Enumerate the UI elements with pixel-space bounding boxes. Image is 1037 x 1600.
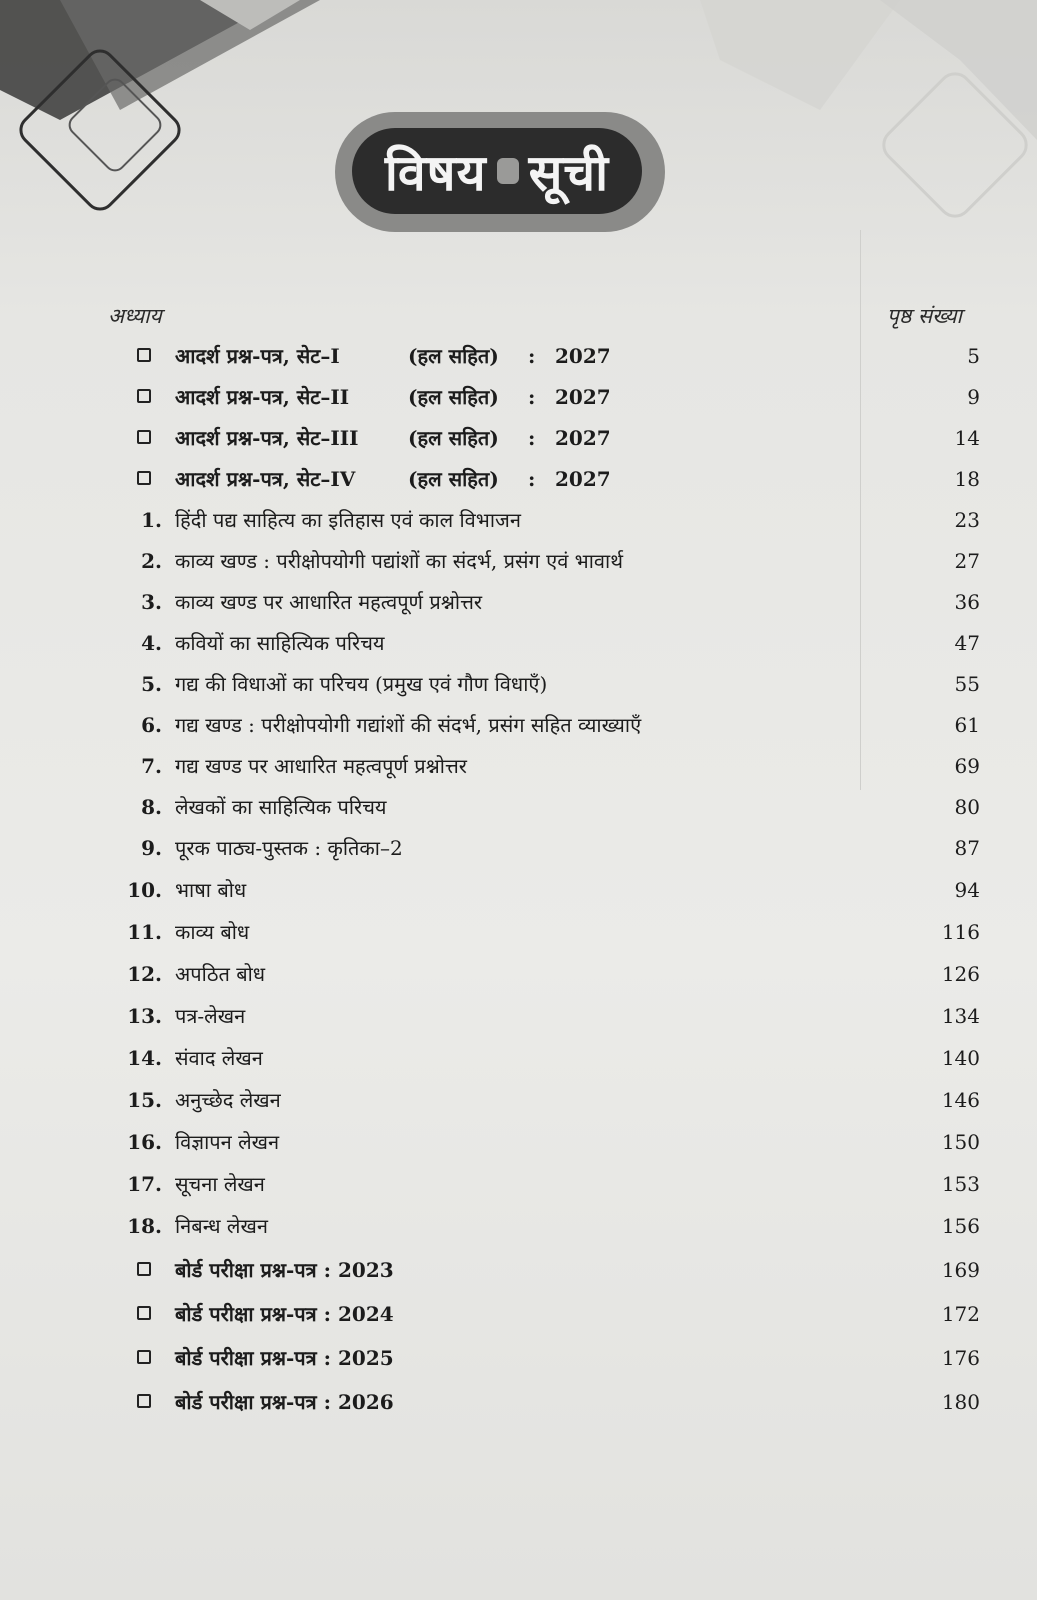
page-number: 176 — [941, 1346, 980, 1370]
chapter-title: गद्य की विधाओं का परिचय (प्रमुख एवं गौण विधाएँ) — [175, 672, 548, 696]
chapter-title: काव्य खण्ड पर आधारित महत्वपूर्ण प्रश्नोत्तर — [175, 590, 483, 614]
toc-row-chapter — [110, 1206, 980, 1246]
model-set-label: आदर्श प्रश्न-पत्र, सेट–I — [175, 344, 340, 368]
toc-row-board-paper — [110, 1250, 980, 1290]
chapter-title: काव्य खण्ड : परीक्षोपयोगी पद्यांशों का संदर्भ, प्रसंग एवं भावार्थ — [175, 549, 623, 573]
chapter-title: हिंदी पद्य साहित्य का इतिहास एवं काल विभाजन — [175, 508, 521, 532]
checkbox-bullet-icon — [137, 1394, 151, 1408]
page-number: 55 — [954, 672, 980, 696]
toc-row-chapter — [110, 582, 980, 622]
chapter-number: 16. — [127, 1130, 162, 1154]
page-number: 27 — [954, 549, 980, 573]
chapter-number: 15. — [127, 1088, 162, 1112]
board-paper-title: बोर्ड परीक्षा प्रश्न-पत्र : 2024 — [175, 1302, 394, 1326]
page-number: 69 — [954, 754, 980, 778]
checkbox-bullet-icon — [137, 1262, 151, 1276]
toc-row-chapter — [110, 996, 980, 1036]
toc-row-chapter — [110, 1164, 980, 1204]
toc-row-chapter — [110, 1038, 980, 1078]
model-set-year: 2027 — [555, 467, 611, 491]
chapter-number: 1. — [141, 508, 162, 532]
toc-row-chapter — [110, 912, 980, 952]
page-number: 14 — [954, 426, 980, 450]
toc-row-model-set — [110, 336, 980, 376]
model-set-note: (हल सहित) — [408, 467, 499, 491]
page-number: 146 — [941, 1088, 980, 1112]
page-number: 116 — [941, 920, 980, 944]
model-set-label: आदर्श प्रश्न-पत्र, सेट–II — [175, 385, 350, 409]
toc-row-chapter — [110, 828, 980, 868]
page-column-header: पृष्ठ संख्या — [886, 304, 962, 328]
title-word-2: सूची — [528, 144, 610, 202]
checkbox-bullet-icon — [137, 471, 151, 485]
chapter-number: 11. — [127, 920, 162, 944]
model-set-note: (हल सहित) — [408, 344, 499, 368]
toc-row-chapter — [110, 500, 980, 540]
chapter-title: भाषा बोध — [175, 878, 247, 902]
chapter-title: गद्य खण्ड पर आधारित महत्वपूर्ण प्रश्नोत्तर — [175, 754, 467, 778]
page-number: 80 — [954, 795, 980, 819]
model-set-colon: : — [528, 467, 536, 491]
page-number: 126 — [941, 962, 980, 986]
page-number: 18 — [954, 467, 980, 491]
chapter-title: संवाद लेखन — [175, 1046, 263, 1070]
checkbox-bullet-icon — [137, 430, 151, 444]
chapter-number: 14. — [127, 1046, 162, 1070]
model-set-label: आदर्श प्रश्न-पत्र, सेट–III — [175, 426, 359, 450]
page-number: 87 — [954, 836, 980, 860]
chapter-number: 8. — [141, 795, 162, 819]
toc-row-chapter — [110, 1122, 980, 1162]
page-number: 23 — [954, 508, 980, 532]
chapter-title: विज्ञापन लेखन — [175, 1130, 280, 1154]
chapter-title: कवियों का साहित्यिक परिचय — [175, 631, 385, 655]
chapter-number: 5. — [141, 672, 162, 696]
toc-row-chapter — [110, 1080, 980, 1120]
chapter-number: 4. — [141, 631, 162, 655]
toc-row-chapter — [110, 705, 980, 745]
chapter-title: लेखकों का साहित्यिक परिचय — [175, 795, 387, 819]
toc-row-chapter — [110, 664, 980, 704]
toc-row-board-paper — [110, 1294, 980, 1334]
page-number: 150 — [941, 1130, 980, 1154]
chapter-number: 7. — [141, 754, 162, 778]
model-set-year: 2027 — [555, 344, 611, 368]
page-title — [352, 128, 642, 214]
page-number: 153 — [941, 1172, 980, 1196]
chapter-title: सूचना लेखन — [175, 1172, 265, 1196]
model-set-colon: : — [528, 385, 536, 409]
chapter-title: काव्य बोध — [175, 920, 250, 944]
page-number: 9 — [967, 385, 980, 409]
page-number: 94 — [954, 878, 980, 902]
toc-row-board-paper — [110, 1338, 980, 1378]
page-number: 61 — [954, 713, 980, 737]
toc-row-chapter — [110, 746, 980, 786]
model-set-label: आदर्श प्रश्न-पत्र, सेट–IV — [175, 467, 356, 491]
model-set-year: 2027 — [555, 426, 611, 450]
toc-row-chapter — [110, 787, 980, 827]
toc-row-board-paper — [110, 1382, 980, 1422]
checkbox-bullet-icon — [137, 348, 151, 362]
chapter-number: 3. — [141, 590, 162, 614]
model-set-note: (हल सहित) — [408, 426, 499, 450]
page-number: 140 — [941, 1046, 980, 1070]
page-number: 47 — [954, 631, 980, 655]
page-number: 36 — [954, 590, 980, 614]
model-set-year: 2027 — [555, 385, 611, 409]
chapter-number: 9. — [141, 836, 162, 860]
page-number: 134 — [941, 1004, 980, 1028]
toc-row-model-set — [110, 418, 980, 458]
chapter-number: 6. — [141, 713, 162, 737]
title-word-1: विषय — [384, 144, 487, 202]
toc-row-chapter — [110, 954, 980, 994]
model-set-colon: : — [528, 344, 536, 368]
chapter-title: पत्र-लेखन — [175, 1004, 246, 1028]
model-set-note: (हल सहित) — [408, 385, 499, 409]
checkbox-bullet-icon — [137, 1350, 151, 1364]
toc-row-chapter — [110, 870, 980, 910]
chapter-number: 12. — [127, 962, 162, 986]
model-set-colon: : — [528, 426, 536, 450]
page-number: 180 — [941, 1390, 980, 1414]
chapter-title: पूरक पाठ्य-पुस्तक : कृतिका–2 — [175, 836, 403, 860]
toc-row-model-set — [110, 377, 980, 417]
board-paper-title: बोर्ड परीक्षा प्रश्न-पत्र : 2023 — [175, 1258, 394, 1282]
board-paper-title: बोर्ड परीक्षा प्रश्न-पत्र : 2026 — [175, 1390, 394, 1414]
chapter-title: गद्य खण्ड : परीक्षोपयोगी गद्यांशों की संदर्भ, प्रसंग सहित व्याख्याएँ — [175, 713, 642, 737]
chapter-number: 2. — [141, 549, 162, 573]
checkbox-bullet-icon — [137, 1306, 151, 1320]
chapter-column-header: अध्याय — [108, 304, 162, 328]
page-number: 156 — [941, 1214, 980, 1238]
chapter-title: अनुच्छेद लेखन — [175, 1088, 281, 1112]
page-number: 172 — [941, 1302, 980, 1326]
toc-row-chapter — [110, 623, 980, 663]
chapter-number: 17. — [127, 1172, 162, 1196]
toc-row-model-set — [110, 459, 980, 499]
chapter-title: अपठित बोध — [175, 962, 266, 986]
checkbox-bullet-icon — [137, 389, 151, 403]
page-number: 169 — [941, 1258, 980, 1282]
title-dash — [497, 158, 519, 184]
board-paper-title: बोर्ड परीक्षा प्रश्न-पत्र : 2025 — [175, 1346, 394, 1370]
chapter-number: 18. — [127, 1214, 162, 1238]
toc-row-chapter — [110, 541, 980, 581]
chapter-number: 13. — [127, 1004, 162, 1028]
page-number: 5 — [967, 344, 980, 368]
chapter-title: निबन्ध लेखन — [175, 1214, 268, 1238]
chapter-number: 10. — [127, 878, 162, 902]
